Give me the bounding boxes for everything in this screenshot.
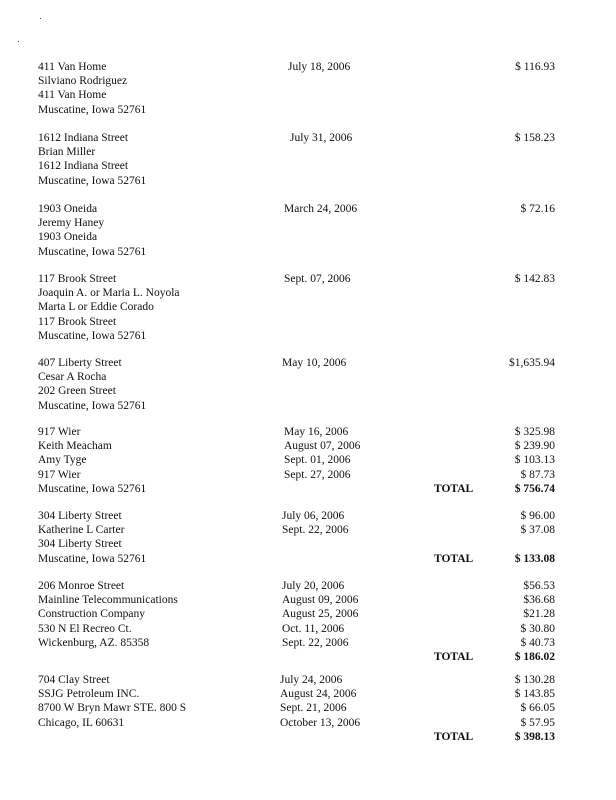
address-line: 117 Brook Street — [38, 273, 117, 285]
address-record — [38, 131, 568, 188]
address-record — [38, 579, 568, 664]
total-label: TOTAL — [434, 482, 474, 495]
address-line: 411 Van Home — [38, 89, 107, 102]
payment-amount: $ 103.13 — [514, 454, 555, 467]
address-line: Cesar A Rocha — [38, 371, 107, 384]
record-row — [38, 453, 568, 467]
record-row — [38, 523, 568, 537]
record-row — [38, 716, 568, 730]
record-row — [38, 286, 568, 300]
record-row — [38, 622, 568, 636]
record-row — [38, 384, 568, 398]
total-label: TOTAL — [434, 650, 474, 663]
record-row — [38, 88, 568, 102]
payment-date: July 31, 2006 — [290, 132, 353, 144]
payment-date: August 25, 2006 — [282, 608, 359, 621]
address-line: Muscatine, Iowa 52761 — [38, 245, 147, 258]
address-line: 917 Wier — [38, 426, 81, 438]
payment-amount: $ 87.73 — [520, 468, 555, 481]
address-line: 1903 Oneida — [38, 231, 98, 244]
address-line: 411 Van Home — [38, 61, 107, 73]
address-line: Silviano Rodriguez — [38, 75, 128, 88]
address-record — [38, 673, 568, 744]
total-label: TOTAL — [434, 730, 474, 743]
record-row — [38, 145, 568, 159]
record-row — [38, 730, 568, 744]
address-record — [38, 356, 568, 413]
address-line: Muscatine, Iowa 52761 — [38, 482, 147, 495]
record-row — [38, 159, 568, 173]
address-line: 117 Brook Street — [38, 315, 117, 328]
record-row — [38, 425, 568, 439]
address-line: 1612 Indiana Street — [38, 132, 129, 144]
total-label: TOTAL — [434, 552, 474, 565]
scan-speck — [40, 18, 41, 19]
address-line: Chicago, IL 60631 — [38, 716, 125, 729]
payment-date: Sept. 21, 2006 — [280, 702, 347, 715]
payment-date: August 09, 2006 — [282, 594, 359, 607]
address-line: Muscatine, Iowa 52761 — [38, 174, 147, 187]
payment-date: August 07, 2006 — [284, 440, 361, 453]
record-row — [38, 579, 568, 593]
payment-date: Sept. 22, 2006 — [282, 636, 349, 649]
address-line: Amy Tyge — [38, 454, 87, 467]
payment-amount: $ 158.23 — [514, 132, 555, 144]
record-row — [38, 174, 568, 188]
total-amount: $ 186.02 — [514, 650, 555, 663]
payment-date: July 18, 2006 — [288, 61, 351, 73]
record-row — [38, 650, 568, 664]
payment-amount: $ 72.16 — [520, 203, 555, 215]
address-record — [38, 272, 568, 343]
address-line: Keith Meacham — [38, 440, 112, 453]
address-line: 530 N El Recreo Ct. — [38, 622, 132, 635]
payment-date: Sept. 01, 2006 — [284, 454, 351, 467]
record-row — [38, 552, 568, 566]
payment-date: August 24, 2006 — [280, 688, 357, 701]
payment-date: March 24, 2006 — [284, 203, 358, 215]
record-row — [38, 537, 568, 551]
payment-amount: $56.53 — [523, 580, 555, 592]
payment-date: July 06, 2006 — [282, 510, 345, 522]
address-line: Wickenburg, AZ. 85358 — [38, 636, 150, 649]
payment-amount: $ 57.95 — [520, 716, 555, 729]
address-line: 1612 Indiana Street — [38, 160, 129, 173]
record-row — [38, 687, 568, 701]
address-line: SSJG Petroleum INC. — [38, 688, 140, 701]
payment-date: Oct. 11, 2006 — [282, 622, 345, 635]
address-line: Katherine L Carter — [38, 524, 125, 537]
address-line: Muscatine, Iowa 52761 — [38, 103, 147, 116]
record-row — [38, 439, 568, 453]
address-line: Jeremy Haney — [38, 217, 105, 230]
address-record — [38, 425, 568, 496]
payment-amount: $ 116.93 — [515, 61, 555, 73]
address-line: Muscatine, Iowa 52761 — [38, 399, 147, 412]
record-row — [38, 300, 568, 314]
address-line: 304 Liberty Street — [38, 538, 122, 551]
record-row — [38, 74, 568, 88]
payment-date: Sept. 07, 2006 — [284, 273, 351, 285]
payment-amount: $ 37.08 — [520, 524, 555, 537]
record-row — [38, 329, 568, 343]
record-row — [38, 399, 568, 413]
record-row — [38, 131, 568, 145]
address-line: 202 Green Street — [38, 385, 116, 398]
payment-amount: $ 143.85 — [514, 688, 555, 701]
address-line: 304 Liberty Street — [38, 510, 122, 522]
address-line: Muscatine, Iowa 52761 — [38, 552, 147, 565]
record-row — [38, 272, 568, 286]
address-line: Joaquin A. or Maria L. Noyola — [38, 287, 180, 300]
total-amount: $ 756.74 — [514, 482, 555, 495]
record-row — [38, 468, 568, 482]
payment-amount: $ 96.00 — [520, 510, 555, 522]
record-row — [38, 245, 568, 259]
record-row — [38, 593, 568, 607]
record-row — [38, 636, 568, 650]
record-row — [38, 230, 568, 244]
record-row — [38, 673, 568, 687]
address-line: Construction Company — [38, 608, 146, 621]
record-row — [38, 701, 568, 715]
record-row — [38, 202, 568, 216]
payment-amount: $ 130.28 — [514, 674, 555, 686]
payment-amount: $ 40.73 — [520, 636, 555, 649]
payment-amount: $ 30.80 — [520, 622, 555, 635]
record-row — [38, 482, 568, 496]
address-record — [38, 60, 568, 117]
record-row — [38, 356, 568, 370]
payment-amount: $ 239.90 — [514, 440, 555, 453]
record-row — [38, 216, 568, 230]
payment-date: October 13, 2006 — [280, 716, 361, 729]
payment-date: Sept. 22, 2006 — [282, 524, 349, 537]
address-line: 704 Clay Street — [38, 674, 110, 686]
payment-amount: $1,635.94 — [509, 357, 555, 369]
address-line: Marta L or Eddie Corado — [38, 301, 154, 314]
address-line: 1903 Oneida — [38, 203, 98, 215]
total-amount: $ 398.13 — [514, 730, 555, 743]
payment-amount: $21.28 — [523, 608, 555, 621]
record-row — [38, 607, 568, 621]
payment-date: July 20, 2006 — [282, 580, 345, 592]
address-line: 206 Monroe Street — [38, 580, 125, 592]
payment-date: May 16, 2006 — [284, 426, 349, 438]
address-line: Brian Miller — [38, 146, 96, 159]
payment-amount: $ 66.05 — [520, 702, 555, 715]
address-line: Muscatine, Iowa 52761 — [38, 329, 147, 342]
scan-speck — [18, 41, 19, 42]
address-line: 8700 W Bryn Mawr STE. 800 S — [38, 702, 187, 715]
address-line: 407 Liberty Street — [38, 357, 122, 369]
total-amount: $ 133.08 — [514, 552, 555, 565]
record-row — [38, 509, 568, 523]
address-line: Mainline Telecommunications — [38, 594, 178, 607]
record-row — [38, 370, 568, 384]
address-line: 917 Wier — [38, 468, 81, 481]
address-record — [38, 509, 568, 566]
payment-amount: $ 142.83 — [514, 273, 555, 285]
address-record — [38, 202, 568, 259]
record-row — [38, 103, 568, 117]
payment-amount: $36.68 — [523, 594, 555, 607]
payment-date: May 10, 2006 — [282, 357, 347, 369]
record-row — [38, 315, 568, 329]
payment-date: July 24, 2006 — [280, 674, 343, 686]
record-row — [38, 60, 568, 74]
payment-date: Sept. 27, 2006 — [284, 468, 351, 481]
payment-amount: $ 325.98 — [514, 426, 555, 438]
